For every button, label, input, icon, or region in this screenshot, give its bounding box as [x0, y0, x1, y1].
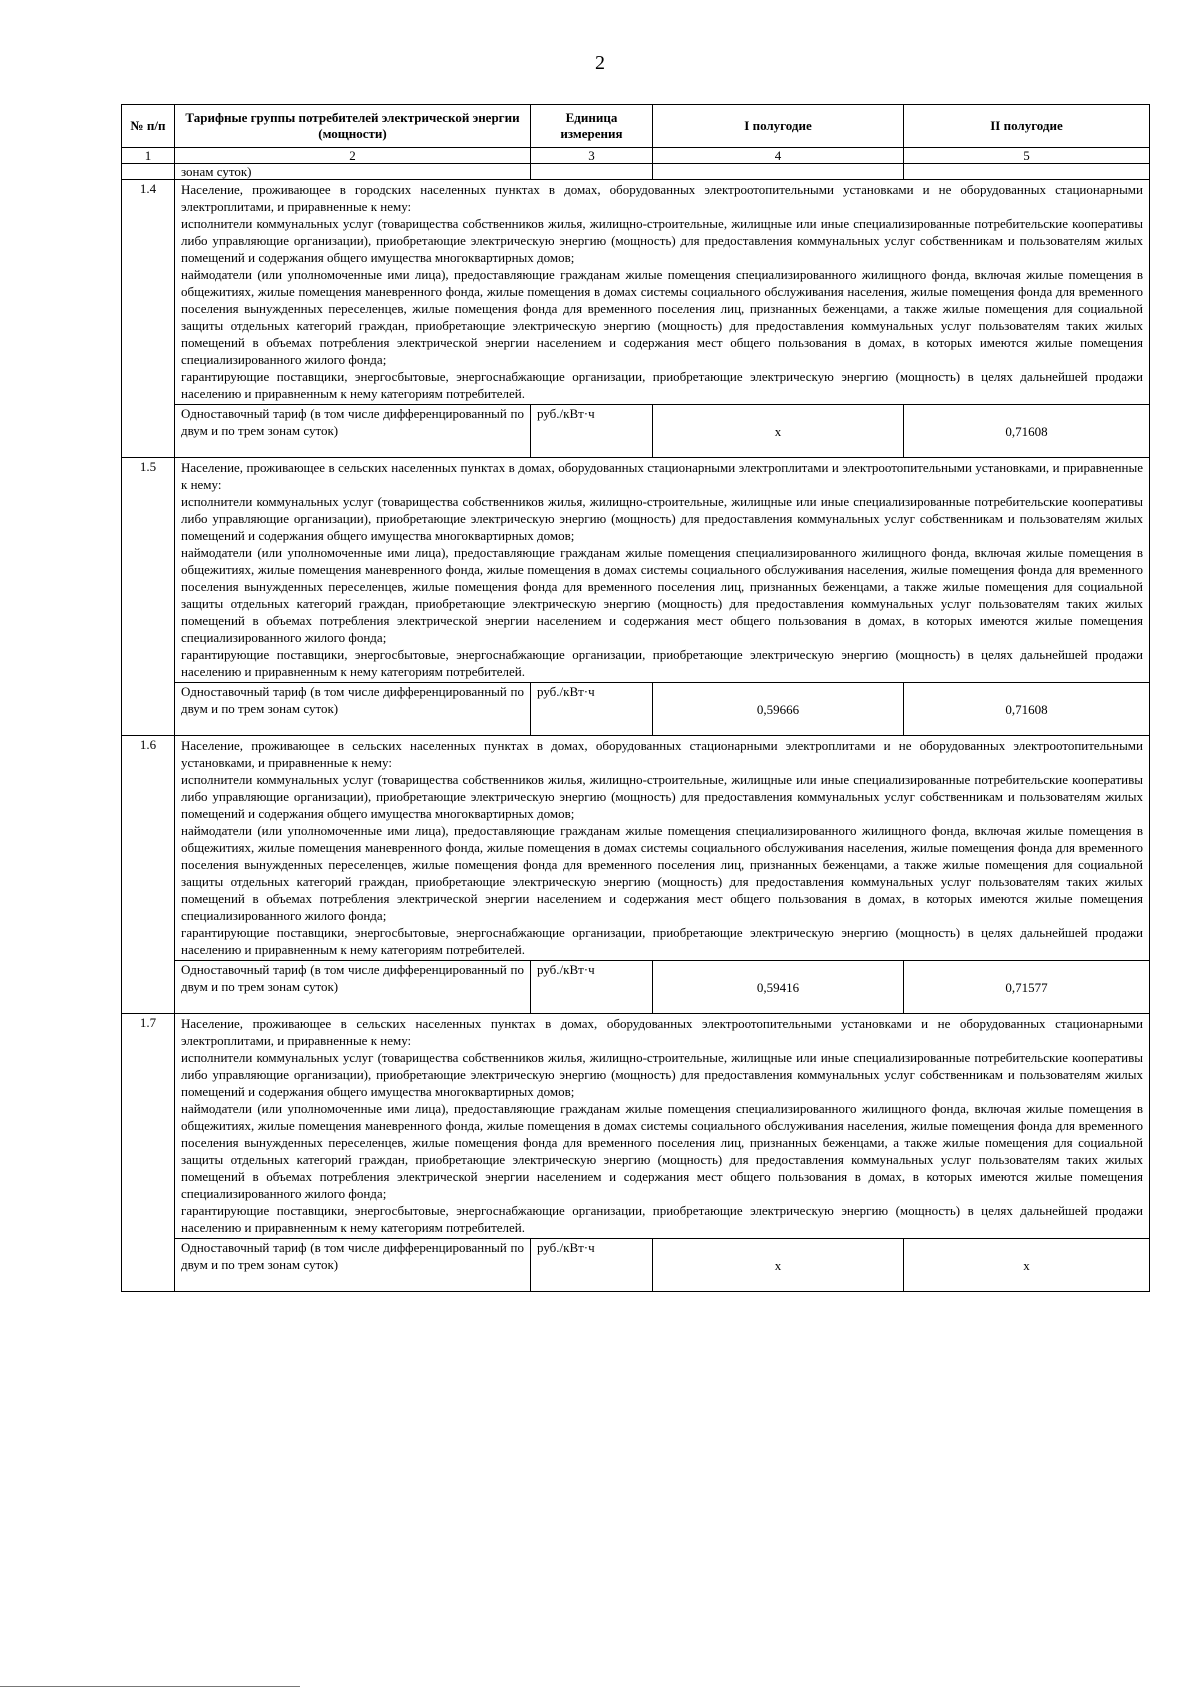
table-header-row	[122, 105, 1150, 148]
tariff-unit: руб./кВт·ч	[531, 405, 653, 458]
description-paragraph: исполнители коммунальных услуг (товарищества собственников жилья, жилищно-строительные, жилищные или иные специализированные потребительские кооперативы либо управляющие организации), приобретающие электрическую энергию (мощность) для предоставления коммунальных услуг собственникам и пользователям жилых помещений и содержания общего имущества многоквартирных домов;	[181, 1050, 1143, 1099]
section-number: 1.6	[122, 736, 175, 1014]
tariff-unit: руб./кВт·ч	[531, 1239, 653, 1292]
section-description-row	[122, 180, 1150, 405]
column-number: 4	[653, 148, 904, 164]
tariff-value-second-half: 0,71608	[904, 405, 1150, 458]
column-number: 5	[904, 148, 1150, 164]
tariff-value-second-half: 0,71608	[904, 683, 1150, 736]
tariff-row	[122, 405, 1150, 458]
tariff-unit: руб./кВт·ч	[531, 683, 653, 736]
tariff-value-second-half: 0,71577	[904, 961, 1150, 1014]
description-paragraph: наймодатели (или уполномоченные ими лица), предоставляющие гражданам жилые помещения специализированного жилищного фонда, включая жилые помещения в общежитиях, жилые помещения маневренного фонда, жилые помещения в домах системы социального обслуживания населения, жилые помещения фонда для временного поселения вынужденных переселенцев, жилые помещения фонда для временного поселения лиц, признанных беженцами, а также жилые помещения для социальной защиты отдельных категорий граждан, приобретающие электрическую энергию (мощность) для предоставления коммунальных услуг пользователям таких жилых помещений в объемах потребления электрической энергии населением и содержания мест общего пользования в домах, в которых имеются жилые помещения специализированного жилого фонда;	[181, 267, 1143, 367]
column-number-row	[122, 148, 1150, 164]
tariff-table	[121, 104, 1150, 1292]
section-number: 1.4	[122, 180, 175, 458]
tariff-value-first-half: x	[653, 1239, 904, 1292]
header-number: № п/п	[122, 105, 175, 148]
continuation-text: зонам суток)	[175, 164, 531, 180]
bottom-rule	[0, 1686, 300, 1688]
section-number: 1.5	[122, 458, 175, 736]
header-unit: Единица измерения	[531, 105, 653, 148]
header-second-half: II полугодие	[904, 105, 1150, 148]
section-number: 1.7	[122, 1014, 175, 1292]
tariff-value-first-half: x	[653, 405, 904, 458]
header-first-half: I полугодие	[653, 105, 904, 148]
tariff-value-second-half: x	[904, 1239, 1150, 1292]
page-number: 2	[595, 52, 605, 74]
description-paragraph: гарантирующие поставщики, энергосбытовые, энергоснабжающие организации, приобретающие электрическую энергию (мощность) в целях дальнейшей продажи населению и приравненным к нему категориям потребителей.	[181, 647, 1143, 679]
description-paragraph: Население, проживающее в городских населенных пунктах в домах, оборудованных электроотопительными установками и не оборудованных стационарными электроплитами, и приравненные к нему:	[181, 182, 1143, 214]
section-description	[175, 458, 1150, 683]
section-description-row	[122, 1014, 1150, 1239]
section-description-row	[122, 736, 1150, 961]
tariff-name: Одноставочный тариф (в том числе дифференцированный по двум и по трем зонам суток)	[175, 683, 531, 736]
section-description	[175, 1014, 1150, 1239]
tariff-row	[122, 1239, 1150, 1292]
column-number: 3	[531, 148, 653, 164]
description-paragraph: исполнители коммунальных услуг (товарищества собственников жилья, жилищно-строительные, жилищные или иные специализированные потребительские кооперативы либо управляющие организации), приобретающие электрическую энергию (мощность) для предоставления коммунальных услуг собственникам и пользователям жилых помещений и содержания общего имущества многоквартирных домов;	[181, 494, 1143, 543]
continuation-row	[122, 164, 1150, 180]
section-description-row	[122, 458, 1150, 683]
description-paragraph: исполнители коммунальных услуг (товарищества собственников жилья, жилищно-строительные, жилищные или иные специализированные потребительские кооперативы либо управляющие организации), приобретающие электрическую энергию (мощность) для предоставления коммунальных услуг собственникам и пользователям жилых помещений и содержания общего имущества многоквартирных домов;	[181, 216, 1143, 265]
description-paragraph: наймодатели (или уполномоченные ими лица), предоставляющие гражданам жилые помещения специализированного жилищного фонда, включая жилые помещения в общежитиях, жилые помещения маневренного фонда, жилые помещения в домах системы социального обслуживания населения, жилые помещения фонда для временного поселения вынужденных переселенцев, жилые помещения фонда для временного поселения лиц, признанных беженцами, а также жилые помещения для социальной защиты отдельных категорий граждан, приобретающие электрическую энергию (мощность) для предоставления коммунальных услуг пользователям таких жилых помещений в объемах потребления электрической энергии населением и содержания мест общего пользования в домах, в которых имеются жилые помещения специализированного жилого фонда;	[181, 823, 1143, 923]
description-paragraph: Население, проживающее в сельских населенных пунктах в домах, оборудованных стационарными электроплитами и не оборудованных электроотопительными установками, и приравненные к нему:	[181, 738, 1143, 770]
column-number: 2	[175, 148, 531, 164]
description-paragraph: гарантирующие поставщики, энергосбытовые, энергоснабжающие организации, приобретающие электрическую энергию (мощность) в целях дальнейшей продажи населению и приравненным к нему категориям потребителей.	[181, 369, 1143, 401]
tariff-row	[122, 961, 1150, 1014]
section-description	[175, 180, 1150, 405]
tariff-name: Одноставочный тариф (в том числе дифференцированный по двум и по трем зонам суток)	[175, 961, 531, 1014]
description-paragraph: исполнители коммунальных услуг (товарищества собственников жилья, жилищно-строительные, жилищные или иные специализированные потребительские кооперативы либо управляющие организации), приобретающие электрическую энергию (мощность) для предоставления коммунальных услуг собственникам и пользователям жилых помещений и содержания общего имущества многоквартирных домов;	[181, 772, 1143, 821]
description-paragraph: гарантирующие поставщики, энергосбытовые, энергоснабжающие организации, приобретающие электрическую энергию (мощность) в целях дальнейшей продажи населению и приравненным к нему категориям потребителей.	[181, 925, 1143, 957]
header-tariff-group: Тарифные группы потребителей электрической энергии (мощности)	[175, 105, 531, 148]
column-number: 1	[122, 148, 175, 164]
description-paragraph: наймодатели (или уполномоченные ими лица), предоставляющие гражданам жилые помещения специализированного жилищного фонда, включая жилые помещения в общежитиях, жилые помещения маневренного фонда, жилые помещения в домах системы социального обслуживания населения, жилые помещения фонда для временного поселения вынужденных переселенцев, жилые помещения фонда для временного поселения лиц, признанных беженцами, а также жилые помещения для социальной защиты отдельных категорий граждан, приобретающие электрическую энергию (мощность) для предоставления коммунальных услуг пользователям таких жилых помещений в объемах потребления электрической энергии населением и содержания мест общего пользования в домах, в которых имеются жилые помещения специализированного жилого фонда;	[181, 545, 1143, 645]
tariff-name: Одноставочный тариф (в том числе дифференцированный по двум и по трем зонам суток)	[175, 1239, 531, 1292]
description-paragraph: Население, проживающее в сельских населенных пунктах в домах, оборудованных стационарными электроплитами и электроотопительными установками, и приравненные к нему:	[181, 460, 1143, 492]
description-paragraph: Население, проживающее в сельских населенных пунктах в домах, оборудованных электроотопительными установками и не оборудованных стационарными электроплитами, и приравненные к нему:	[181, 1016, 1143, 1048]
table-body	[122, 164, 1150, 1292]
section-description	[175, 736, 1150, 961]
description-paragraph: наймодатели (или уполномоченные ими лица), предоставляющие гражданам жилые помещения специализированного жилищного фонда, включая жилые помещения в общежитиях, жилые помещения маневренного фонда, жилые помещения в домах системы социального обслуживания населения, жилые помещения фонда для временного поселения вынужденных переселенцев, жилые помещения фонда для временного поселения лиц, признанных беженцами, а также жилые помещения для социальной защиты отдельных категорий граждан, приобретающие электрическую энергию (мощность) для предоставления коммунальных услуг пользователям таких жилых помещений в объемах потребления электрической энергии населением и содержания мест общего пользования в домах, в которых имеются жилые помещения специализированного жилого фонда;	[181, 1101, 1143, 1201]
description-paragraph: гарантирующие поставщики, энергосбытовые, энергоснабжающие организации, приобретающие электрическую энергию (мощность) в целях дальнейшей продажи населению и приравненным к нему категориям потребителей.	[181, 1203, 1143, 1235]
tariff-row	[122, 683, 1150, 736]
tariff-value-first-half: 0,59666	[653, 683, 904, 736]
tariff-value-first-half: 0,59416	[653, 961, 904, 1014]
tariff-unit: руб./кВт·ч	[531, 961, 653, 1014]
tariff-name: Одноставочный тариф (в том числе дифференцированный по двум и по трем зонам суток)	[175, 405, 531, 458]
